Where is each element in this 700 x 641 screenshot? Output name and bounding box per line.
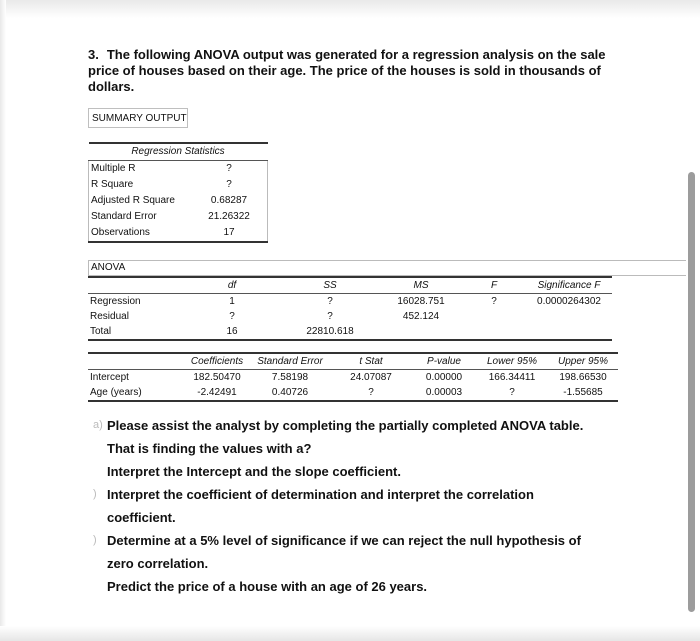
list-item: a) Please assist the analyst by completing the partially completed ANOVA table. That is finding the values with a? <box>107 414 627 460</box>
top-shadow <box>0 0 700 18</box>
task-list <box>93 414 627 598</box>
regression-statistics-table <box>88 142 268 243</box>
table-row: Age (years) -2.42491 0.40726 ? 0.00003 ? -1.55685 <box>88 385 618 401</box>
table-header-row: Coefficients Standard Error t Stat P-value Lower 95% Upper 95% <box>88 353 618 370</box>
table-row: Adjusted R Square 0.68287 <box>89 193 268 209</box>
table-row: R Square ? <box>89 177 268 193</box>
bottom-shadow <box>0 626 700 641</box>
coefficients-table <box>88 352 618 402</box>
scrollbar[interactable] <box>688 172 695 612</box>
list-item: ) Interpret the coefficient of determination and interpret the correlation coefficient. <box>107 483 627 529</box>
table-row: Multiple R ? <box>89 161 268 178</box>
table-row: Intercept 182.50470 7.58198 24.07087 0.00000 166.34411 198.66530 <box>90 372 607 383</box>
anova-label: ANOVA <box>88 260 686 276</box>
left-shadow <box>0 0 6 641</box>
list-item: Predict the price of a house with an age of 26 years. <box>107 579 428 594</box>
list-item: Interpret the Intercept and the slope coefficient. <box>107 464 401 479</box>
task-bullet: a) <box>93 419 103 431</box>
question-body: The following ANOVA output was generated for a regression analysis on the sale price of houses based on their age. The price of the houses is sold in thousands of dollars. <box>88 47 606 94</box>
table-header-row: df SS MS F Significance F <box>88 277 612 294</box>
question-text <box>88 47 628 95</box>
table-row: Total 16 22810.618 <box>88 324 612 340</box>
list-item: ) Determine at a 5% level of significance if we can reject the null hypothesis of zero correlation. <box>107 529 627 575</box>
table-row: Regression 1 ? 16028.751 ? 0.0000264302 <box>90 296 601 307</box>
anova-table <box>88 276 612 341</box>
question-number: 3. <box>88 47 99 62</box>
table-row: Residual ? ? 452.124 <box>90 311 440 322</box>
summary-output-label: SUMMARY OUTPUT <box>88 108 188 128</box>
regression-statistics-title: Regression Statistics <box>89 143 268 161</box>
task-bullet: ) <box>93 534 97 546</box>
task-bullet: ) <box>93 488 97 500</box>
table-row: Observations 17 <box>89 225 268 242</box>
table-row: Standard Error 21.26322 <box>89 209 268 225</box>
